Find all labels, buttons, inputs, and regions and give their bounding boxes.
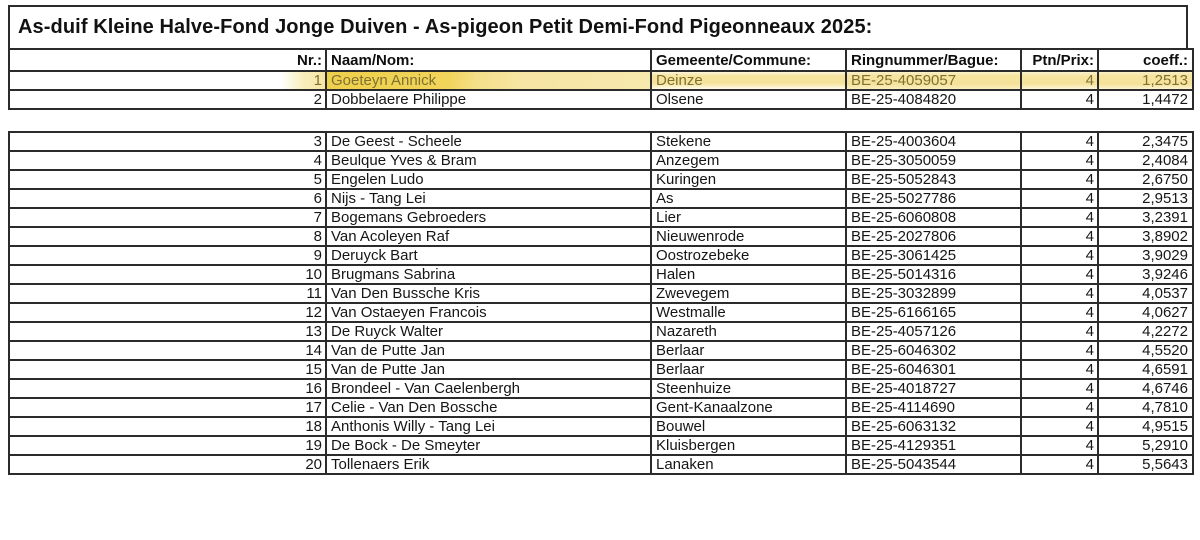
ring-cell: BE-25-6046302	[846, 341, 1021, 360]
ptn-cell: 4	[1021, 455, 1098, 474]
ring-cell: BE-25-3061425	[846, 246, 1021, 265]
ptn-cell: 4	[1021, 189, 1098, 208]
col-header-ptn: Ptn/Prix:	[1021, 49, 1098, 71]
title-box	[8, 5, 1188, 48]
ptn-cell: 4	[1021, 303, 1098, 322]
commune-cell: Bouwel	[651, 417, 846, 436]
name-cell: Van Ostaeyen Francois	[326, 303, 651, 322]
table-row	[9, 208, 1193, 227]
ring-cell: BE-25-6060808	[846, 208, 1021, 227]
ring-cell: BE-25-5052843	[846, 170, 1021, 189]
commune-cell: Nieuwenrode	[651, 227, 846, 246]
table-row	[9, 322, 1193, 341]
ptn-cell: 4	[1021, 284, 1098, 303]
coeff-cell: 5,5643	[1098, 455, 1193, 474]
ring-cell: BE-25-4003604	[846, 132, 1021, 151]
table-row	[9, 455, 1193, 474]
table-row	[9, 151, 1193, 170]
commune-cell: Oostrozebeke	[651, 246, 846, 265]
table-row	[9, 132, 1193, 151]
nr-cell: 5	[9, 170, 326, 189]
nr-cell: 8	[9, 227, 326, 246]
table-row	[9, 189, 1193, 208]
nr-cell: 4	[9, 151, 326, 170]
nr-cell: 11	[9, 284, 326, 303]
table-row	[9, 227, 1193, 246]
nr-cell: 6	[9, 189, 326, 208]
nr-cell: 1	[9, 71, 326, 90]
name-cell: De Geest - Scheele	[326, 132, 651, 151]
ring-cell: BE-25-5014316	[846, 265, 1021, 284]
ptn-cell: 4	[1021, 71, 1098, 90]
coeff-cell: 4,0627	[1098, 303, 1193, 322]
name-cell: Van de Putte Jan	[326, 360, 651, 379]
name-cell: Engelen Ludo	[326, 170, 651, 189]
commune-cell: Berlaar	[651, 360, 846, 379]
ring-cell: BE-25-5043544	[846, 455, 1021, 474]
page-title: As-duif Kleine Halve-Fond Jonge Duiven - As-pigeon Petit Demi-Fond Pigeonneaux 2025:	[18, 16, 873, 38]
nr-cell: 7	[9, 208, 326, 227]
commune-cell: Stekene	[651, 132, 846, 151]
col-header-nr: Nr.:	[9, 49, 326, 71]
coeff-cell: 2,6750	[1098, 170, 1193, 189]
results-table-top	[8, 48, 1194, 110]
nr-cell: 17	[9, 398, 326, 417]
nr-cell: 9	[9, 246, 326, 265]
commune-cell: Lanaken	[651, 455, 846, 474]
name-cell: Brondeel - Van Caelenbergh	[326, 379, 651, 398]
commune-cell: Zwevegem	[651, 284, 846, 303]
name-cell: Celie - Van Den Bossche	[326, 398, 651, 417]
nr-cell: 15	[9, 360, 326, 379]
ptn-cell: 4	[1021, 398, 1098, 417]
results-table-bottom	[8, 131, 1194, 475]
ring-cell: BE-25-4084820	[846, 90, 1021, 109]
coeff-cell: 4,6591	[1098, 360, 1193, 379]
commune-cell: Olsene	[651, 90, 846, 109]
ring-cell: BE-25-6046301	[846, 360, 1021, 379]
ring-cell: BE-25-5027786	[846, 189, 1021, 208]
ptn-cell: 4	[1021, 227, 1098, 246]
table-header-row	[9, 49, 1193, 71]
coeff-cell: 1,2513	[1098, 71, 1193, 90]
coeff-cell: 3,9029	[1098, 246, 1193, 265]
name-cell: Deruyck Bart	[326, 246, 651, 265]
nr-cell: 19	[9, 436, 326, 455]
coeff-cell: 3,8902	[1098, 227, 1193, 246]
name-cell: Dobbelaere Philippe	[326, 90, 651, 109]
coeff-cell: 3,9246	[1098, 265, 1193, 284]
coeff-cell: 4,9515	[1098, 417, 1193, 436]
coeff-cell: 5,2910	[1098, 436, 1193, 455]
ptn-cell: 4	[1021, 436, 1098, 455]
ptn-cell: 4	[1021, 360, 1098, 379]
coeff-cell: 4,5520	[1098, 341, 1193, 360]
ptn-cell: 4	[1021, 132, 1098, 151]
table-row	[9, 360, 1193, 379]
commune-cell: Nazareth	[651, 322, 846, 341]
name-cell: De Ruyck Walter	[326, 322, 651, 341]
table-row	[9, 284, 1193, 303]
ring-cell: BE-25-6166165	[846, 303, 1021, 322]
commune-cell: Lier	[651, 208, 846, 227]
coeff-cell: 3,2391	[1098, 208, 1193, 227]
ptn-cell: 4	[1021, 246, 1098, 265]
col-header-coeff: coeff.:	[1098, 49, 1193, 71]
nr-cell: 2	[9, 90, 326, 109]
commune-cell: Westmalle	[651, 303, 846, 322]
commune-cell: Steenhuize	[651, 379, 846, 398]
table-row	[9, 379, 1193, 398]
name-cell: Anthonis Willy - Tang Lei	[326, 417, 651, 436]
ring-cell: BE-25-4114690	[846, 398, 1021, 417]
col-header-ring: Ringnummer/Bague:	[846, 49, 1021, 71]
name-cell: Brugmans Sabrina	[326, 265, 651, 284]
name-cell: Van de Putte Jan	[326, 341, 651, 360]
table-row	[9, 398, 1193, 417]
commune-cell: Berlaar	[651, 341, 846, 360]
ring-cell: BE-25-2027806	[846, 227, 1021, 246]
commune-cell: Gent-Kanaalzone	[651, 398, 846, 417]
table-row	[9, 90, 1193, 109]
commune-cell: As	[651, 189, 846, 208]
coeff-cell: 4,0537	[1098, 284, 1193, 303]
name-cell: De Bock - De Smeyter	[326, 436, 651, 455]
coeff-cell: 2,4084	[1098, 151, 1193, 170]
ptn-cell: 4	[1021, 90, 1098, 109]
nr-cell: 20	[9, 455, 326, 474]
table-row	[9, 170, 1193, 189]
nr-cell: 18	[9, 417, 326, 436]
name-cell: Van Acoleyen Raf	[326, 227, 651, 246]
table-row	[9, 436, 1193, 455]
nr-cell: 12	[9, 303, 326, 322]
table-row	[9, 71, 1193, 90]
coeff-cell: 4,7810	[1098, 398, 1193, 417]
commune-cell: Anzegem	[651, 151, 846, 170]
ring-cell: BE-25-4059057	[846, 71, 1021, 90]
name-cell: Tollenaers Erik	[326, 455, 651, 474]
nr-cell: 16	[9, 379, 326, 398]
ptn-cell: 4	[1021, 170, 1098, 189]
nr-cell: 3	[9, 132, 326, 151]
ring-cell: BE-25-4057126	[846, 322, 1021, 341]
ptn-cell: 4	[1021, 341, 1098, 360]
name-cell: Nijs - Tang Lei	[326, 189, 651, 208]
table-row	[9, 303, 1193, 322]
commune-cell: Kluisbergen	[651, 436, 846, 455]
ptn-cell: 4	[1021, 379, 1098, 398]
coeff-cell: 2,3475	[1098, 132, 1193, 151]
ptn-cell: 4	[1021, 208, 1098, 227]
ptn-cell: 4	[1021, 151, 1098, 170]
name-cell: Bogemans Gebroeders	[326, 208, 651, 227]
coeff-cell: 4,2272	[1098, 322, 1193, 341]
name-cell: Van Den Bussche Kris	[326, 284, 651, 303]
table-row	[9, 417, 1193, 436]
ring-cell: BE-25-3032899	[846, 284, 1021, 303]
ring-cell: BE-25-4018727	[846, 379, 1021, 398]
coeff-cell: 1,4472	[1098, 90, 1193, 109]
ptn-cell: 4	[1021, 417, 1098, 436]
table-row	[9, 246, 1193, 265]
col-header-commune: Gemeente/Commune:	[651, 49, 846, 71]
nr-cell: 14	[9, 341, 326, 360]
table-row	[9, 341, 1193, 360]
nr-cell: 10	[9, 265, 326, 284]
commune-cell: Kuringen	[651, 170, 846, 189]
coeff-cell: 4,6746	[1098, 379, 1193, 398]
ptn-cell: 4	[1021, 322, 1098, 341]
name-cell: Beulque Yves & Bram	[326, 151, 651, 170]
col-header-name: Naam/Nom:	[326, 49, 651, 71]
ring-cell: BE-25-3050059	[846, 151, 1021, 170]
coeff-cell: 2,9513	[1098, 189, 1193, 208]
nr-cell: 13	[9, 322, 326, 341]
name-cell: Goeteyn Annick	[326, 71, 651, 90]
commune-cell: Halen	[651, 265, 846, 284]
commune-cell: Deinze	[651, 71, 846, 90]
table-row	[9, 265, 1193, 284]
ring-cell: BE-25-4129351	[846, 436, 1021, 455]
ptn-cell: 4	[1021, 265, 1098, 284]
ring-cell: BE-25-6063132	[846, 417, 1021, 436]
